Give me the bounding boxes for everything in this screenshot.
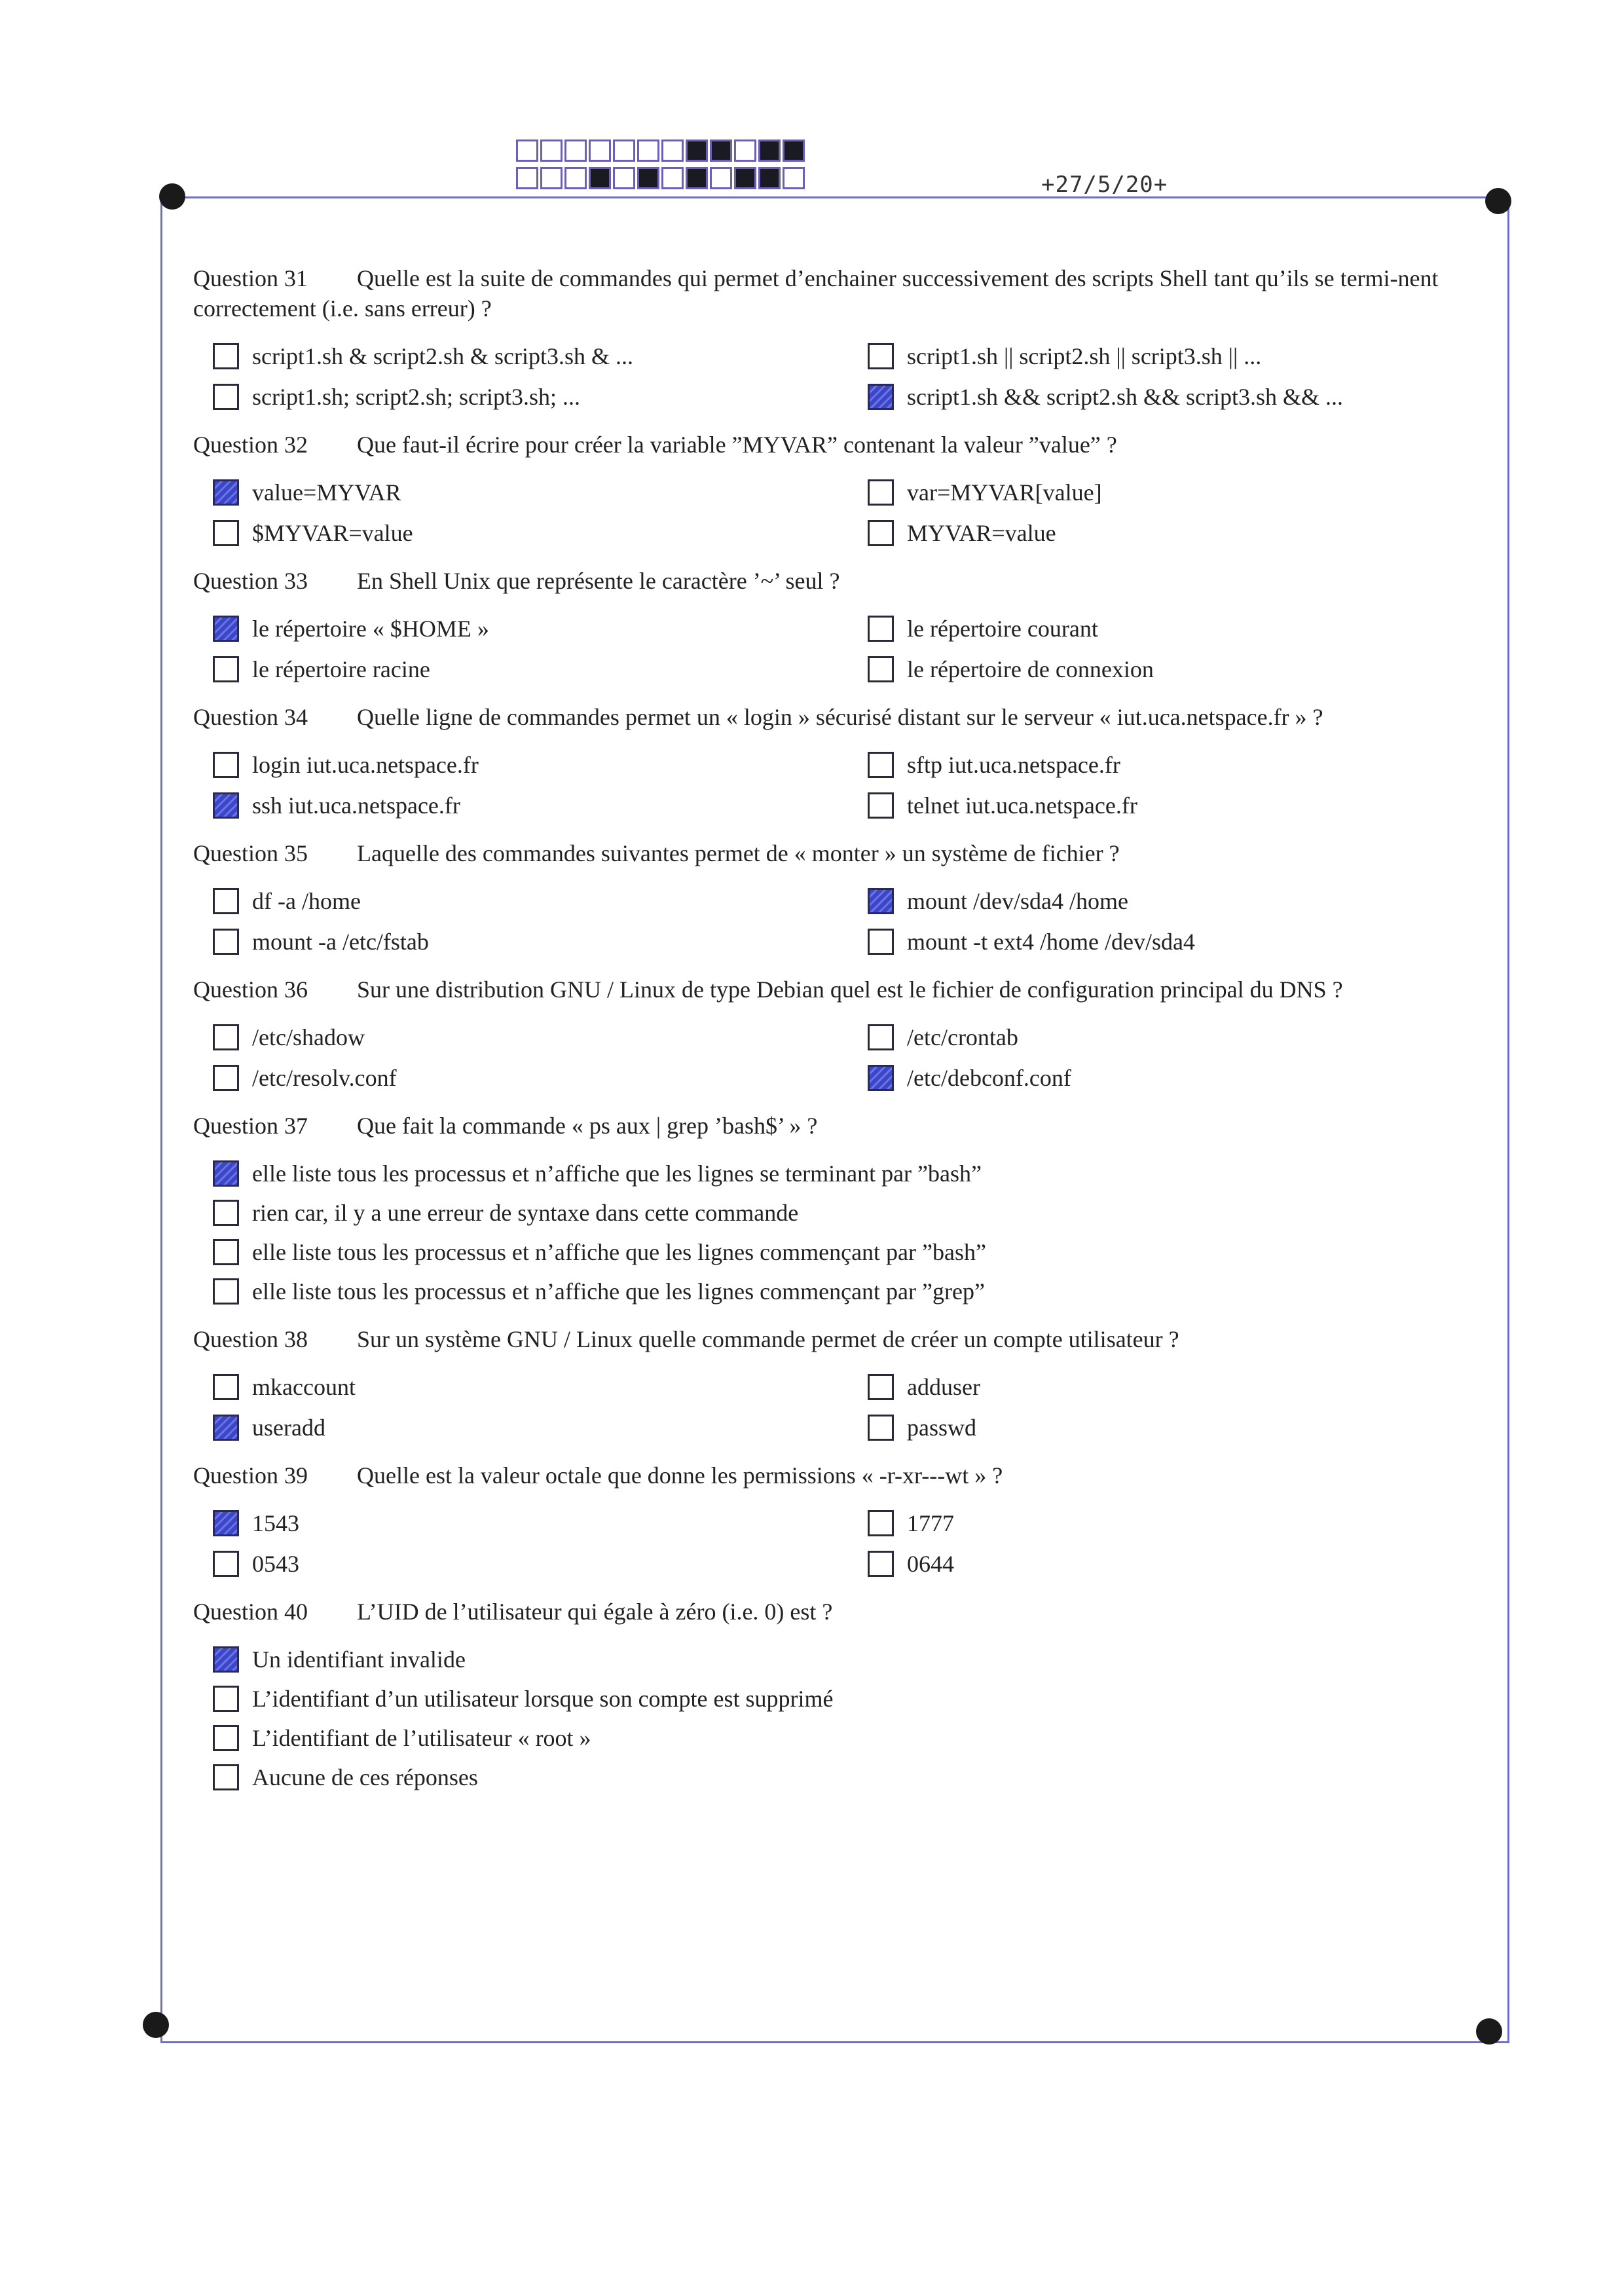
answer-options	[193, 1508, 1496, 1580]
checked-checkbox[interactable]	[213, 1160, 239, 1187]
question-number: Question 37	[193, 1113, 308, 1139]
answer-options	[193, 477, 1496, 549]
answer-label: /etc/crontab	[907, 1024, 1018, 1050]
code-box	[589, 139, 611, 162]
answer-label: 1543	[252, 1510, 299, 1536]
question-block	[193, 838, 1496, 957]
answer-option[interactable]	[193, 1722, 1496, 1754]
answer-option[interactable]	[193, 790, 848, 821]
answer-label: useradd	[252, 1415, 325, 1441]
checked-checkbox[interactable]	[213, 616, 239, 642]
question-number: Question 39	[193, 1462, 308, 1489]
answer-option[interactable]	[193, 381, 848, 413]
checked-checkbox[interactable]	[213, 1415, 239, 1441]
answer-option[interactable]	[193, 1548, 848, 1580]
checkbox[interactable]	[868, 343, 894, 369]
registration-mark-bottom-left	[143, 2012, 169, 2038]
question-text: Sur une distribution GNU / Linux de type Debian quel est le fichier de configuration principal du DNS ?	[357, 976, 1343, 1003]
answer-option[interactable]	[848, 1371, 1496, 1403]
answer-label: le répertoire racine	[252, 656, 430, 682]
question-text: Quelle est la suite de commandes qui permet d’enchainer successivement des scripts Shell tant qu’ils se termi-nent correctement (i.e. sans erreur) ?	[193, 265, 1439, 322]
question-block	[193, 430, 1496, 549]
question-block	[193, 1460, 1496, 1580]
answer-options	[193, 341, 1496, 413]
answer-option[interactable]	[193, 1197, 1496, 1229]
question-text: En Shell Unix que représente le caractère ’~’ seul ?	[357, 568, 840, 594]
question-block	[193, 702, 1496, 821]
answer-options	[193, 885, 1496, 957]
question-block	[193, 263, 1496, 413]
checked-checkbox[interactable]	[868, 384, 894, 410]
answer-label: script1.sh && script2.sh && script3.sh && ...	[907, 384, 1343, 410]
answer-option[interactable]	[193, 1276, 1496, 1307]
answer-option[interactable]	[848, 613, 1496, 644]
checked-checkbox[interactable]	[213, 1510, 239, 1536]
answer-label: mount -t ext4 /home /dev/sda4	[907, 929, 1195, 955]
answer-option[interactable]	[193, 1158, 1496, 1189]
question-text: L’UID de l’utilisateur qui égale à zéro (i.e. 0) est ?	[357, 1599, 833, 1625]
answer-label: ssh iut.uca.netspace.fr	[252, 792, 460, 819]
answer-option[interactable]	[193, 1371, 848, 1403]
checkbox[interactable]	[213, 1686, 239, 1712]
answer-option[interactable]	[848, 1508, 1496, 1539]
checkbox[interactable]	[213, 656, 239, 682]
answer-label: script1.sh & script2.sh & script3.sh & ...	[252, 343, 633, 369]
checkbox[interactable]	[213, 752, 239, 778]
answer-label: script1.sh; script2.sh; script3.sh; ...	[252, 384, 580, 410]
question-list	[193, 263, 1496, 1810]
answer-label: L’identifiant de l’utilisateur « root »	[252, 1725, 591, 1751]
answer-label: passwd	[907, 1415, 976, 1441]
page-identifier: +27/5/20+	[1041, 172, 1168, 198]
answer-option[interactable]	[848, 1412, 1496, 1443]
answer-label: le répertoire courant	[907, 616, 1098, 642]
question-number: Question 32	[193, 432, 308, 458]
question-heading	[193, 974, 1496, 1005]
answer-option[interactable]	[193, 477, 848, 508]
answer-option[interactable]	[193, 1236, 1496, 1268]
registration-mark-bottom-right	[1476, 2018, 1502, 2045]
answer-option[interactable]	[193, 517, 848, 549]
answer-options	[193, 749, 1496, 821]
question-text: Quelle est la valeur octale que donne les permissions « -r-xr---wt » ?	[357, 1462, 1003, 1489]
answer-label: login iut.uca.netspace.fr	[252, 752, 479, 778]
question-number: Question 40	[193, 1599, 308, 1625]
answer-option[interactable]	[848, 1062, 1496, 1094]
answer-option[interactable]	[193, 341, 848, 372]
registration-mark-top-left	[159, 183, 185, 210]
answer-label: /etc/debconf.conf	[907, 1065, 1071, 1091]
answer-option[interactable]	[193, 885, 848, 917]
answer-label: adduser	[907, 1374, 980, 1400]
checkbox[interactable]	[213, 384, 239, 410]
answer-label: script1.sh || script2.sh || script3.sh || ...	[907, 343, 1262, 369]
code-box	[758, 139, 781, 162]
question-heading	[193, 838, 1496, 868]
answer-label: var=MYVAR[value]	[907, 479, 1102, 506]
question-heading	[193, 1111, 1496, 1141]
code-box	[613, 167, 635, 189]
answer-option[interactable]	[848, 1548, 1496, 1580]
answer-options	[193, 1022, 1496, 1094]
question-text: Laquelle des commandes suivantes permet de « monter » un système de fichier ?	[357, 840, 1120, 866]
question-heading	[193, 430, 1496, 460]
answer-label: sftp iut.uca.netspace.fr	[907, 752, 1120, 778]
checkbox[interactable]	[868, 1551, 894, 1577]
answer-option[interactable]	[193, 749, 848, 781]
question-text: Que fait la commande « ps aux | grep ’bash$’ » ?	[357, 1113, 818, 1139]
sheet-code-boxes	[516, 139, 807, 194]
answer-label: elle liste tous les processus et n’affiche que les lignes commençant par ”bash”	[252, 1239, 986, 1265]
question-number: Question 34	[193, 704, 308, 730]
code-box	[710, 139, 732, 162]
answer-label: le répertoire « $HOME »	[252, 616, 489, 642]
code-box	[686, 139, 708, 162]
answer-option[interactable]	[193, 1644, 1496, 1675]
answer-option[interactable]	[848, 885, 1496, 917]
answer-label: L’identifiant d’un utilisateur lorsque son compte est supprimé	[252, 1686, 834, 1712]
checkbox[interactable]	[213, 1239, 239, 1265]
answer-label: rien car, il y a une erreur de syntaxe dans cette commande	[252, 1200, 799, 1226]
answer-option[interactable]	[193, 1683, 1496, 1714]
answer-option[interactable]	[848, 381, 1496, 413]
question-heading	[193, 263, 1496, 324]
answer-option[interactable]	[848, 477, 1496, 508]
question-number: Question 31	[193, 265, 308, 291]
answer-option[interactable]	[848, 517, 1496, 549]
checkbox[interactable]	[213, 1764, 239, 1790]
answer-option[interactable]	[193, 1508, 848, 1539]
code-box	[516, 139, 538, 162]
code-box	[637, 167, 659, 189]
checkbox[interactable]	[868, 792, 894, 819]
question-block	[193, 1597, 1496, 1793]
question-heading	[193, 1460, 1496, 1491]
checkbox[interactable]	[213, 1725, 239, 1751]
answer-label: telnet iut.uca.netspace.fr	[907, 792, 1137, 819]
answer-option[interactable]	[193, 926, 848, 957]
answer-options	[193, 1644, 1496, 1793]
code-box	[661, 167, 684, 189]
checkbox[interactable]	[213, 343, 239, 369]
code-box	[540, 139, 563, 162]
code-box-row	[516, 139, 807, 164]
checkbox[interactable]	[868, 520, 894, 546]
answer-option[interactable]	[193, 1062, 848, 1094]
answer-option[interactable]	[193, 1022, 848, 1053]
answer-label: Un identifiant invalide	[252, 1646, 466, 1673]
answer-label: Aucune de ces réponses	[252, 1764, 478, 1790]
answer-label: elle liste tous les processus et n’affiche que les lignes se terminant par ”bash”	[252, 1160, 982, 1187]
answer-label: 1777	[907, 1510, 954, 1536]
checked-checkbox[interactable]	[868, 1065, 894, 1091]
checkbox[interactable]	[868, 479, 894, 506]
checkbox[interactable]	[213, 1551, 239, 1577]
registration-mark-top-right	[1485, 188, 1511, 214]
answer-option[interactable]	[193, 654, 848, 685]
code-box	[661, 139, 684, 162]
code-box	[613, 139, 635, 162]
checkbox[interactable]	[868, 1510, 894, 1536]
checkbox[interactable]	[213, 1065, 239, 1091]
checkbox[interactable]	[213, 520, 239, 546]
answer-option[interactable]	[848, 341, 1496, 372]
question-heading	[193, 566, 1496, 596]
checkbox[interactable]	[868, 752, 894, 778]
answer-option[interactable]	[848, 654, 1496, 685]
code-box	[734, 167, 756, 189]
code-box	[710, 167, 732, 189]
question-block	[193, 974, 1496, 1094]
question-text: Sur un système GNU / Linux quelle commande permet de créer un compte utilisateur ?	[357, 1326, 1179, 1352]
answer-label: le répertoire de connexion	[907, 656, 1154, 682]
answer-option[interactable]	[193, 613, 848, 644]
answer-options	[193, 613, 1496, 685]
question-number: Question 33	[193, 568, 308, 594]
question-block	[193, 1324, 1496, 1443]
checkbox[interactable]	[213, 1278, 239, 1305]
code-box	[734, 139, 756, 162]
answer-label: /etc/shadow	[252, 1024, 365, 1050]
checkbox[interactable]	[213, 929, 239, 955]
answer-label: $MYVAR=value	[252, 520, 413, 546]
answer-label: MYVAR=value	[907, 520, 1056, 546]
checked-checkbox[interactable]	[213, 792, 239, 819]
question-number: Question 35	[193, 840, 308, 866]
answer-option[interactable]	[848, 749, 1496, 781]
answer-options	[193, 1371, 1496, 1443]
code-box	[758, 167, 781, 189]
checkbox[interactable]	[213, 1200, 239, 1226]
code-box	[637, 139, 659, 162]
answer-options	[193, 1158, 1496, 1307]
answer-option[interactable]	[193, 1762, 1496, 1793]
answer-label: mount /dev/sda4 /home	[907, 888, 1128, 914]
code-box-row	[516, 167, 807, 192]
checkbox[interactable]	[868, 929, 894, 955]
code-box	[540, 167, 563, 189]
checked-checkbox[interactable]	[868, 888, 894, 914]
answer-option[interactable]	[848, 1022, 1496, 1053]
code-box	[589, 167, 611, 189]
checkbox[interactable]	[868, 656, 894, 682]
code-box	[564, 167, 587, 189]
code-box	[783, 139, 805, 162]
answer-label: 0644	[907, 1551, 954, 1577]
answer-label: mkaccount	[252, 1374, 356, 1400]
checkbox[interactable]	[868, 1024, 894, 1050]
checkbox[interactable]	[868, 616, 894, 642]
question-block	[193, 1111, 1496, 1307]
question-text: Que faut-il écrire pour créer la variable ”MYVAR” contenant la valeur ”value” ?	[357, 432, 1117, 458]
answer-label: df -a /home	[252, 888, 361, 914]
question-text: Quelle ligne de commandes permet un « login » sécurisé distant sur le serveur « iut.uca.netspace.fr » ?	[357, 704, 1323, 730]
answer-option[interactable]	[848, 926, 1496, 957]
checkbox[interactable]	[213, 1374, 239, 1400]
checkbox[interactable]	[868, 1374, 894, 1400]
answer-label: 0543	[252, 1551, 299, 1577]
code-box	[686, 167, 708, 189]
answer-label: elle liste tous les processus et n’affiche que les lignes commençant par ”grep”	[252, 1278, 985, 1305]
answer-label: mount -a /etc/fstab	[252, 929, 429, 955]
question-block	[193, 566, 1496, 685]
answer-label: /etc/resolv.conf	[252, 1065, 397, 1091]
answer-option[interactable]	[193, 1412, 848, 1443]
checkbox[interactable]	[213, 1024, 239, 1050]
checked-checkbox[interactable]	[213, 1646, 239, 1673]
answer-option[interactable]	[848, 790, 1496, 821]
question-heading	[193, 1324, 1496, 1354]
checked-checkbox[interactable]	[213, 479, 239, 506]
question-number: Question 36	[193, 976, 308, 1003]
answer-label: value=MYVAR	[252, 479, 401, 506]
question-number: Question 38	[193, 1326, 308, 1352]
code-box	[783, 167, 805, 189]
code-box	[516, 167, 538, 189]
code-box	[564, 139, 587, 162]
checkbox[interactable]	[213, 888, 239, 914]
question-heading	[193, 1597, 1496, 1627]
question-heading	[193, 702, 1496, 732]
checkbox[interactable]	[868, 1415, 894, 1441]
